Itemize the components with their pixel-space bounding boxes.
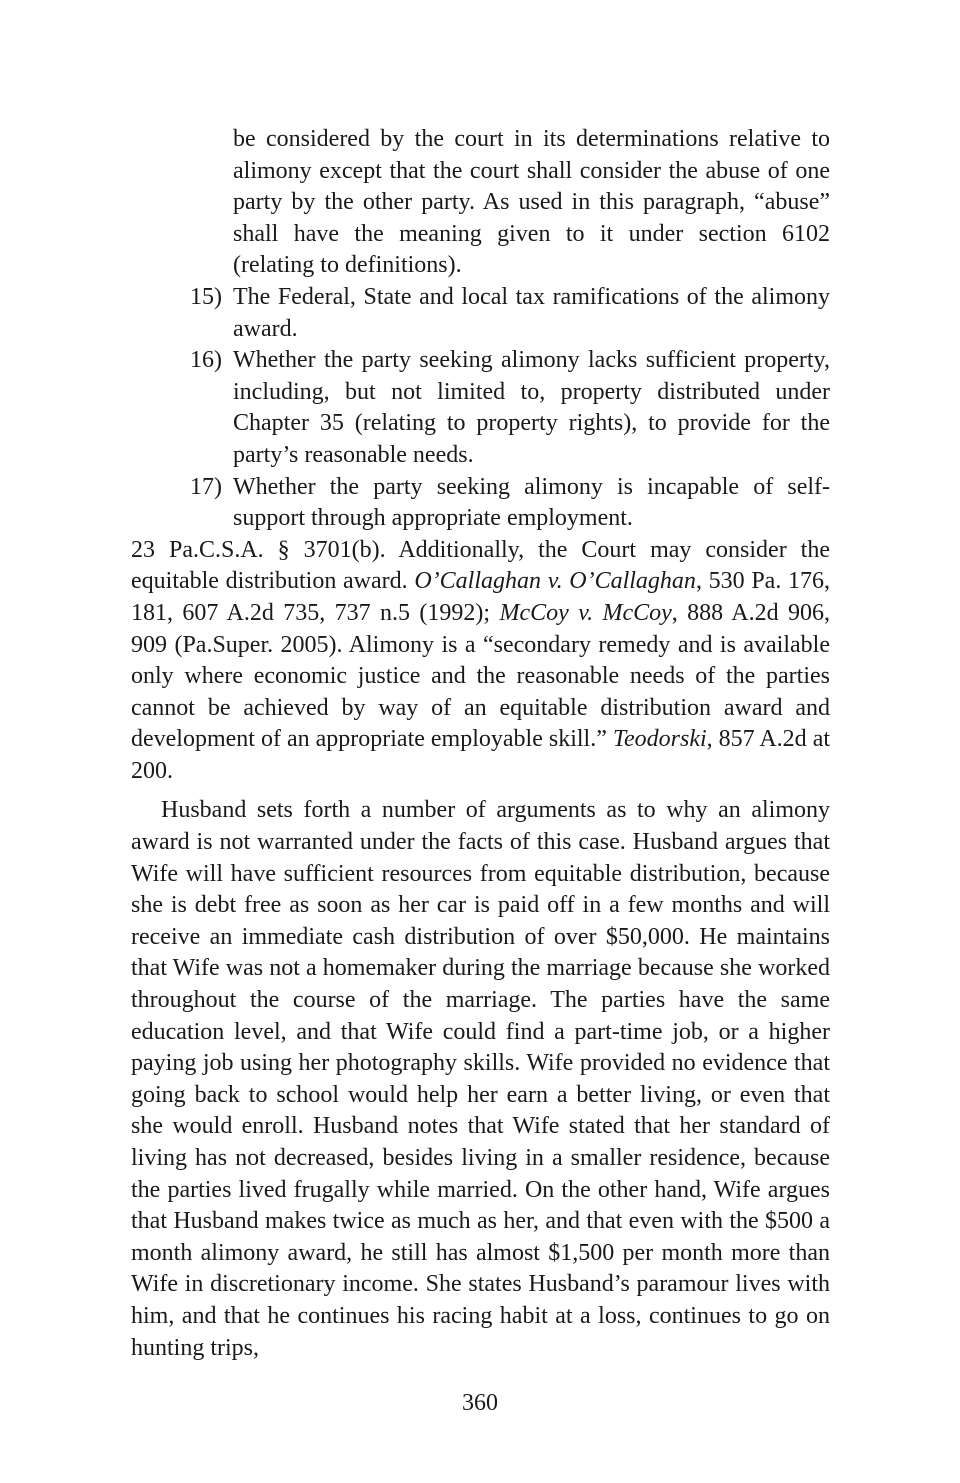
list-item-16 [190, 345, 830, 471]
body-paragraph: Husband sets forth a number of arguments as to why an alimony award is not warranted under the facts of this case. Husband argues that Wife will have sufficient resources from equitable distribution, because she is debt free as soon as her car is paid off in a few months and will receive an immediate cash distribution of over $50,000. He maintains that Wife was not a homemaker during the marriage because she worked throughout the course of the marriage. The parties have the same education level, and that Wife could find a part-time job, or a higher paying job using her photography skills. Wife provided no evidence that going back to school would help her earn a better living, or even that she would enroll. Husband notes that Wife stated that her standard of living has not decreased, besides living in a smaller residence, because the parties lived frugally while married. On the other hand, Wife argues that Husband makes twice as much as her, and that even with the $500 a month alimony award, he still has almost $1,500 per month more than Wife in discretionary income. She states Husband’s paramour lives with him, and that he continues his racing habit at a loss, continues to go on hunting trips, [131, 797, 830, 1361]
citation-text: , 888 A.2d 906, 909 (Pa.Super. 2005). Alimony is a “secondary remedy and is available only where economic justice and the reasonable needs of the parties cannot be achieved by way of an equitable distribution award and development of an appropriate employable skill.” [131, 599, 830, 753]
list-item-15 [190, 282, 830, 345]
list-item-text: Whether the party seeking alimony is incapable of self-support through appropriate employment. [233, 473, 830, 532]
list-item-text: The Federal, State and local tax ramifications of the alimony award. [233, 283, 830, 342]
page-body [131, 124, 830, 1364]
list-item-text: Whether the party seeking alimony lacks sufficient property, including, but not limited to, property distributed under Chapter 35 (relating to property rights), to provide for the party’s reasonable needs. [233, 347, 830, 468]
citation-paragraph [131, 535, 830, 788]
case-name: Teodorski [612, 726, 707, 753]
list-item-number: 15) [190, 283, 222, 310]
case-name: McCoy v. McCoy [499, 599, 672, 626]
list-item-number: 16) [190, 347, 222, 374]
citation-text: 23 Pa.C.S.A. § 3701(b). Additionally, the Court may consider the equitable distribution award. [131, 536, 830, 595]
citation-text: , 530 Pa. 176, 181, 607 A.2d 735, 737 n.5 (1992); [131, 568, 831, 626]
list-item-number: 17) [190, 473, 222, 500]
page-number: 360 [462, 1390, 498, 1416]
list-item-17 [190, 472, 830, 535]
list-continuation: be considered by the court in its determinations relative to alimony except that the court shall consider the abuse of one party by the other party. As used in this paragraph, “abuse” shall have the meaning given to it under section 6102 (relating to definitions). [233, 126, 830, 279]
citation-text: , 857 A.2d at 200. [131, 726, 831, 784]
case-name: O’Callaghan v. O’Callaghan [414, 568, 696, 595]
